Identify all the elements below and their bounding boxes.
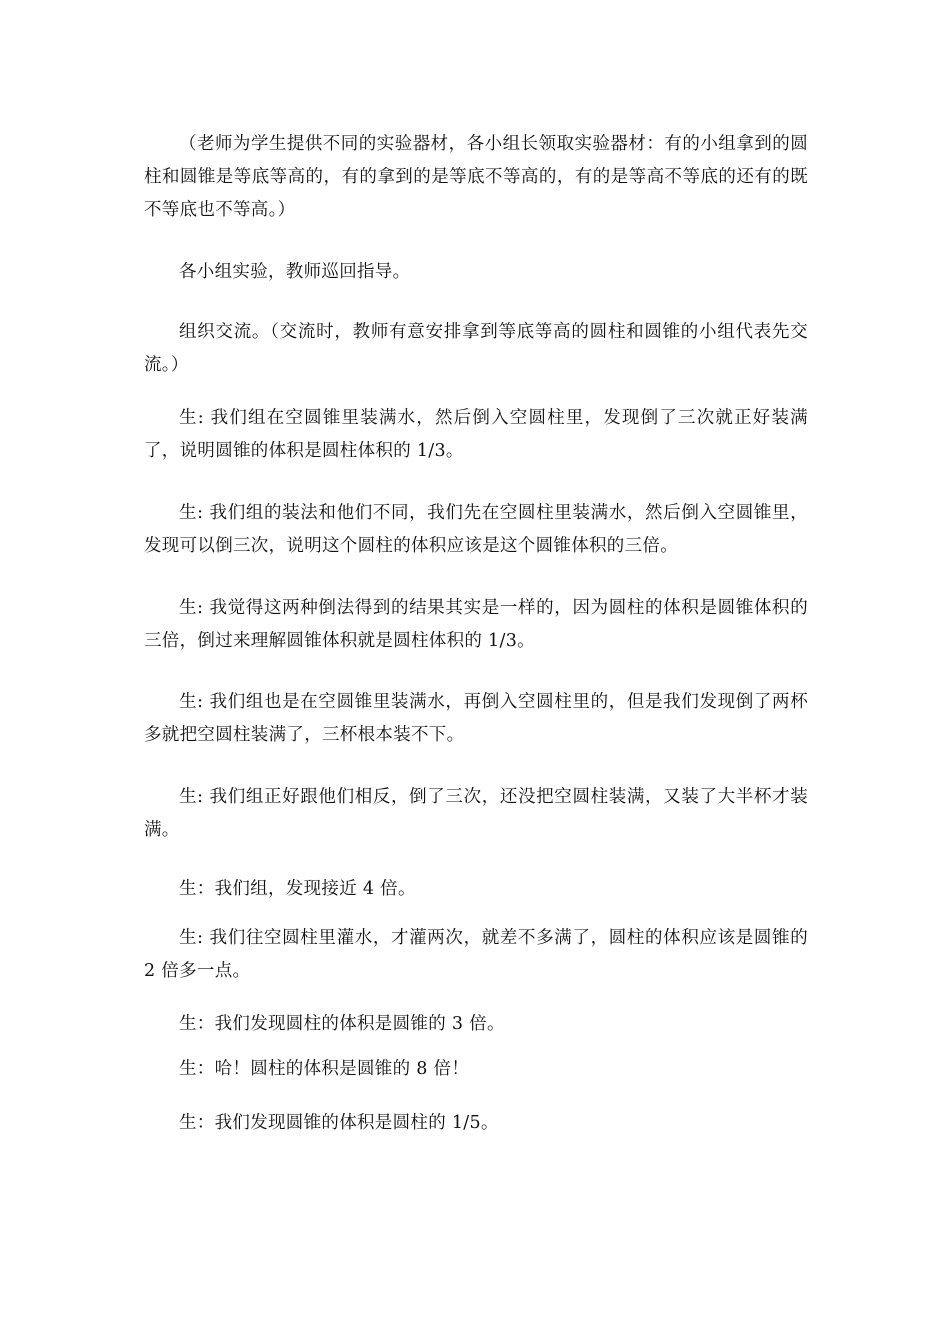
paragraph-materials-note: （老师为学生提供不同的实验器材，各小组长领取实验器材：有的小组拿到的圆柱和圆锥是等底等高的，有的拿到的是等底不等高的，有的是等高不等底的还有的既不等底也不等高。） <box>144 134 808 220</box>
paragraph-student-7: 生: 我们往空圆柱里灌水，才灌两次，就差不多满了，圆柱的体积应该是圆锥的 2 倍多一点。 <box>144 928 808 981</box>
paragraph-student-2: 生: 我们组的装法和他们不同，我们先在空圆柱里装满水，然后倒入空圆锥里，发现可以倒三次，说明这个圆柱的体积应该是这个圆锥体积的三倍。 <box>144 503 808 556</box>
paragraph-student-10: 生：我们发现圆锥的体积是圆柱的 1/5。 <box>179 1113 499 1133</box>
paragraph-student-5: 生: 我们组正好跟他们相反，倒了三次，还没把空圆柱装满，又装了大半杯才装满。 <box>144 787 808 840</box>
paragraph-student-1: 生: 我们组在空圆锥里装满水，然后倒入空圆柱里，发现倒了三次就正好装满了，说明圆锥的体积是圆柱体积的 1/3。 <box>144 408 808 461</box>
paragraph-student-9: 生：哈！圆柱的体积是圆锥的 8 倍！ <box>179 1059 470 1079</box>
paragraph-student-3: 生: 我觉得这两种倒法得到的结果其实是一样的，因为圆柱的体积是圆锥体积的三倍，倒过来理解圆锥体积就是圆柱体积的 1/3。 <box>144 598 808 651</box>
paragraph-student-4: 生: 我们组也是在空圆锥里装满水，再倒入空圆柱里的，但是我们发现倒了两杯多就把空圆柱装满了，三杯根本装不下。 <box>144 692 808 745</box>
paragraph-student-8: 生：我们发现圆柱的体积是圆锥的 3 倍。 <box>179 1014 505 1034</box>
paragraph-group-experiment: 各小组实验，教师巡回指导。 <box>179 262 411 282</box>
paragraph-student-6: 生：我们组，发现接近 4 倍。 <box>179 879 416 899</box>
paragraph-organize-exchange: 组织交流。（交流时，教师有意安排拿到等底等高的圆柱和圆锥的小组代表先交流。） <box>144 322 808 375</box>
